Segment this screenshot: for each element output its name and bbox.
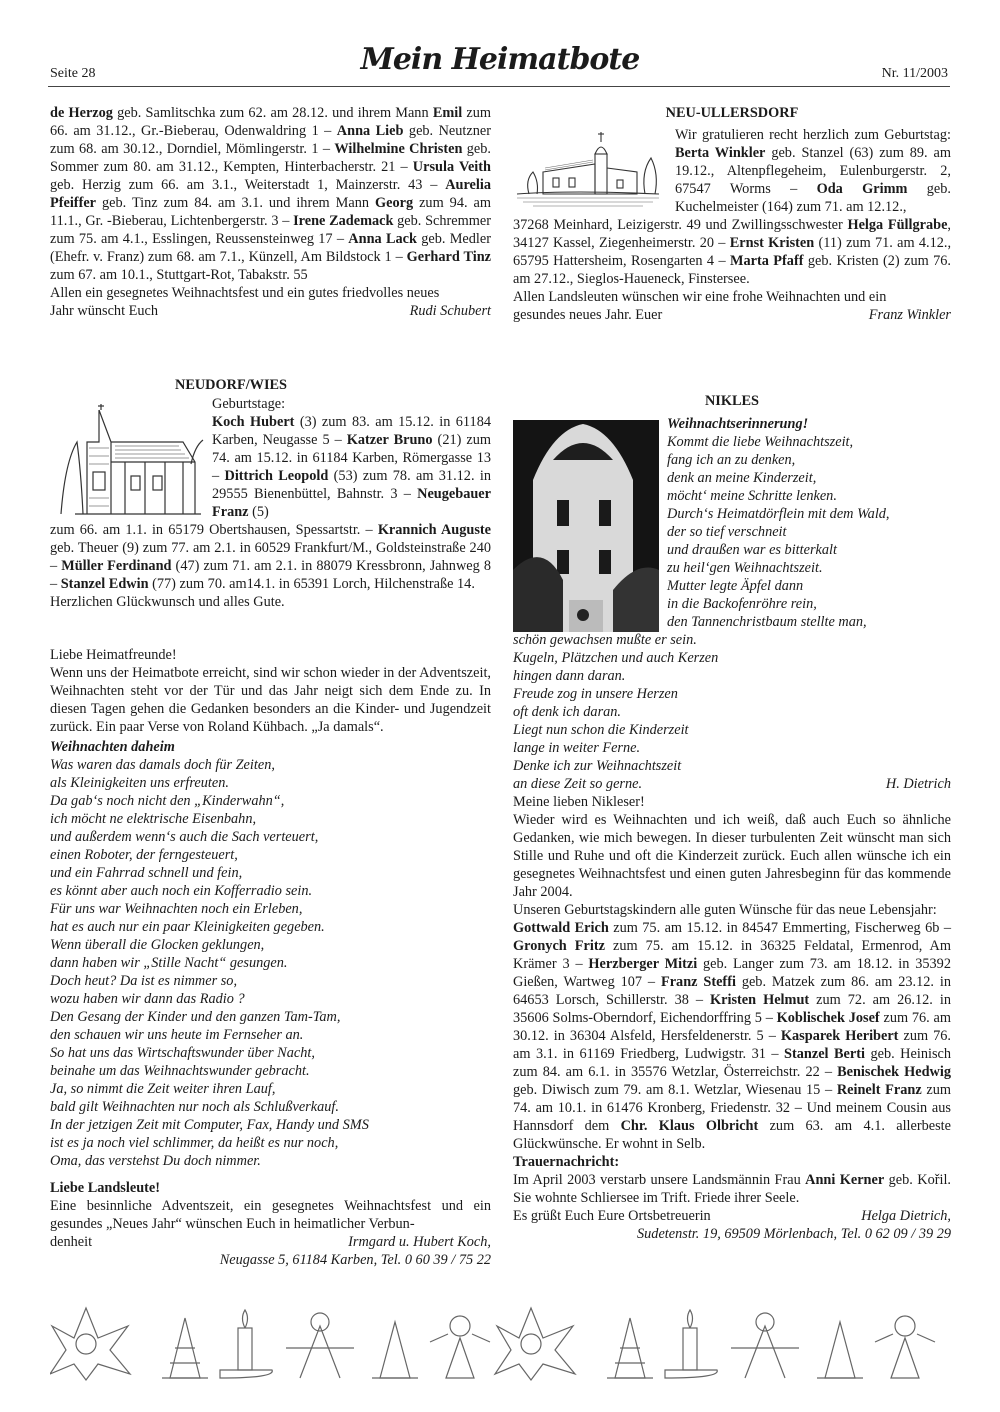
name-highlight: Chr. Klaus Olbricht <box>620 1118 759 1134</box>
poem-line: hingen dann daran. <box>513 668 626 684</box>
text-run: geb. Langer zum 73. am 18.12. in 35392 Gießen, Wartweg 107 – <box>513 956 951 990</box>
issue-number: Nr. 11/2003 <box>881 66 948 81</box>
poem-line: Kugeln, Plätzchen und auch Kerzen <box>513 650 719 666</box>
poem-line: den schauen wir uns heute im Fernseher an. <box>50 1027 304 1043</box>
text-run: geb. Theuer (9) zum 77. am 2.1. in 60529 Frankfurt/M., Goldsteinstraße 240 – <box>50 540 491 574</box>
poem-line: Was waren das damals doch für Zeiten, <box>50 757 275 773</box>
poem-line: lange in weiter Ferne. <box>513 740 641 756</box>
name-highlight: Marta Pfaff <box>730 253 804 269</box>
closing-sign-row <box>50 1233 491 1251</box>
name-highlight: Dittrich Leopold <box>224 468 329 484</box>
text-run: Wir gratulieren recht herzlich zum Geburtstag: <box>675 127 951 143</box>
text-run: zum 94. am 11.1., Gr. -Bieberau, Lichtenbergerstr. 3 – <box>50 195 491 229</box>
name-highlight: Reinelt Franz <box>836 1082 922 1098</box>
name-highlight: Kasparek Heribert <box>780 1028 899 1044</box>
name-highlight: Katzer Bruno <box>346 432 433 448</box>
ullersdorf-sign-row <box>513 306 951 324</box>
poem-line: beinahe um das Weihnachtswunder gebracht. <box>50 1063 310 1079</box>
poem-line: Durch‘s Heimatdörflein mit dem Wald, <box>667 506 890 522</box>
poem-line: bald gilt Weihnachten nur noch als Schlußverkauf. <box>50 1099 339 1115</box>
poem-line: Für uns war Weihnachten noch ein Erleben, <box>50 901 303 917</box>
text-run: geb. Samlitschka zum 62. am 28.12. und ihrem Mann <box>112 105 433 121</box>
poem-line: möcht‘ meine Schritte lenken. <box>667 488 837 504</box>
neudorf-title: NEUDORF/WIES <box>175 377 288 393</box>
nikles-title: NIKLES <box>704 393 760 409</box>
name-highlight: Gronych Fritz <box>513 938 605 954</box>
text-run: geb. Sommer zum 80. am 31.12., Kempten, Hinterbacherstr. 21 – <box>50 141 491 175</box>
text-run: zum 75. am 15.12. in 36325 Feldatal, Ermenrod, Am Krämer 3 – <box>513 938 951 972</box>
poem-line: Mutter legte Äpfel dann <box>667 578 804 594</box>
ullersdorf-signature: Franz Winkler <box>868 307 951 323</box>
poem-line: einen Roboter, der ferngesteuert, <box>50 847 238 863</box>
closing-text-end: denheit <box>50 1234 93 1250</box>
name-highlight: Müller Ferdinand <box>61 558 172 574</box>
text-run: (77) zum 70. am14.1. in 65391 Lorch, Hilchenstraße 14. <box>148 576 475 592</box>
poem-line: Doch heut? Da ist es nimmer so, <box>50 973 238 989</box>
christmas-border-ornament <box>50 1298 950 1382</box>
poem-line: Denke ich zur Weihnachtszeit <box>513 758 682 774</box>
mourning-title: Trauernachricht: <box>513 1154 620 1170</box>
page-number: Seite 28 <box>50 66 96 81</box>
text-run: geb. Kristen (2) zum 76. am 27.12., Sieglos-Haueneck, Finstersee. <box>513 253 951 287</box>
poem-line: Da gab‘s noch nicht den „Kinderwahn“, <box>50 793 285 809</box>
poem-line: Den Gesang der Kinder und den ganzen Tam-Tam, <box>50 1009 341 1025</box>
poem-line: und ein Fahrrad schnell und fein, <box>50 865 243 881</box>
text-run: geb. Matzek zum 86. am 23.12. in 64653 Lorsch, Schillerstr. 38 – <box>513 974 952 1008</box>
poem-line: So hat uns das Wirtschaftswunder über Nacht, <box>50 1045 315 1061</box>
poem-line: ist es ja noch viel schlimmer, da heißt es nur noch, <box>50 1135 339 1151</box>
letter-text: Wenn uns der Heimatbote erreicht, sind wir schon wieder in der Adventszeit, Weihnachten steht vor der Tür und das Jahr neigt sich dem Ende zu. In diesen Tagen gehen die Gedanken besonders an die Kinder- und Jugendzeit zurück. Ein paar Verse von Roland Kühbach. „Ja damals“. <box>50 665 491 735</box>
nikles-poem-author: H. Dietrich <box>885 776 951 792</box>
letter-greeting: Liebe Heimatfreunde! <box>50 647 177 663</box>
nikles-poem-last-line: an diese Zeit so gerne. <box>513 776 643 792</box>
name-highlight: Irene Zademack <box>293 213 394 229</box>
chapel-tower-image <box>513 420 659 632</box>
text-run: (5) <box>248 504 269 520</box>
poem-line: In der jetzigen Zeit mit Computer, Fax, Handy und SMS <box>50 1117 369 1133</box>
poem-line: fang ich an zu denken, <box>667 452 796 468</box>
name-highlight: Aurelia Pfeiffer <box>50 177 491 211</box>
poem-line: denk an meine Kinderzeit, <box>667 470 817 486</box>
poem <box>50 756 491 1170</box>
text-run: (11) zum 71. am 4.12., 65795 Hattersheim, Rosengarten 4 – <box>513 235 952 269</box>
poem-line: zu heil‘gen Weihnachtszeit. <box>667 560 823 576</box>
poem-title: Weihnachten daheim <box>50 739 175 755</box>
nikles-address: Sudetenstr. 19, 69509 Mörlenbach, Tel. 0 62 09 / 39 29 <box>637 1226 951 1242</box>
poem-line: oft denk ich daran. <box>513 704 622 720</box>
text-run: , 34127 Kassel, Ziegenheimerstr. 20 – <box>513 217 951 251</box>
text-run: zum 67. am 10.1., Stuttgart-Rot, Tabakstr. 55 <box>50 267 308 283</box>
ullersdorf-wish: Allen Landsleuten wünschen wir eine frohe Weihnachten und ein <box>513 289 887 305</box>
poem-line: hat es auch nur ein paar Kleinigkeiten gegeben. <box>50 919 325 935</box>
name-highlight: Helga Füllgrabe <box>847 217 948 233</box>
text-run: Im April 2003 verstarb unsere Landsmännin Frau <box>513 1172 806 1188</box>
mourning-text <box>513 1171 951 1207</box>
herzog-birthdays <box>50 104 491 284</box>
closing-text: Eine besinnliche Adventszeit, ein gesegnetes Weihnachtsfest und ein gesundes „Neues Jahr“ wünschen Euch in heimatlicher Verbun- <box>50 1198 491 1232</box>
name-highlight: Koch Hubert <box>212 414 295 430</box>
text-run: zum 75. am 15.12. in 84547 Emmerting, Fischerweg 6b – <box>608 920 951 936</box>
name-highlight: Wilhelmine Christen <box>334 141 463 157</box>
text-run: geb. Schremmer zum 75. am 4.1., Esslingen, Reussensteinweg 17 – <box>50 213 491 247</box>
name-highlight: Gottwald Erich <box>513 920 609 936</box>
name-highlight: Georg <box>375 195 414 211</box>
poem-line: es könnt aber auch noch ein Kofferradio sein. <box>50 883 313 899</box>
nikles-poem-wrapped <box>667 433 951 631</box>
text-run: zum 74. am 10.1. in 61476 Kronberg, Friedenstr. 32 – Und meinem Cousin aus Hannsdorf dem <box>513 1082 951 1134</box>
herzog-block <box>50 104 491 320</box>
closing-title: Liebe Landsleute! <box>50 1180 161 1196</box>
poem-line: wozu haben wir dann das Radio ? <box>50 991 245 1007</box>
nikles-bday-intro: Unseren Geburtstagskindern alle guten Wünsche für das neue Lebensjahr: <box>513 902 937 918</box>
name-highlight: Anna Lieb <box>336 123 404 139</box>
nikles-sign-row <box>513 1207 951 1225</box>
text-run: geb. Stanzel (63) zum 89. am 19.12., Altenpflegeheim, Eulenburgerstr. 2, 67547 Worms – <box>675 145 952 197</box>
text-run: zum 76. am 30.12. in 36304 Alsfeld, Hersfeldenerstr. 5 – <box>513 1010 951 1044</box>
herzog-signature: Rudi Schubert <box>409 303 491 319</box>
poem-line: und draußen war es bitterkalt <box>667 542 837 558</box>
poem-line: dann haben wir „Stille Nacht“ gesungen. <box>50 955 288 971</box>
nikles-letter-text: Wieder wird es Weihnachten und ich weiß, daß auch Euch so ähnliche Gedanken, wie mich bewegen. In dieser turbulenten Zeit wünscht man sich Stille und Ruhe und oft die Kinderzeit zurück. Euch allen wünsche ich ein gesegnetes Weihnachtsfest und einen guten Jahresbeginn für das kommende Jahr 2004. <box>513 812 951 900</box>
name-highlight: Anna Lack <box>348 231 417 247</box>
ullersdorf-title: NEU-ULLERSDORF <box>665 105 799 121</box>
name-highlight: de Herzog <box>50 105 113 121</box>
name-highlight: Benischek Hedwig <box>837 1064 951 1080</box>
name-highlight: Emil <box>432 105 463 121</box>
poem-line: Kommt die liebe Weihnachtszeit, <box>667 434 854 450</box>
nikles-letter <box>513 793 951 1243</box>
text-run: geb. Kořil. Sie wohnte Schliersee im Trift. Friede ihrer Seele. <box>513 1172 951 1206</box>
text-run: zum 76. am 3.1. in 61169 Friedberg, Ludwigstr. 31 – <box>513 1028 951 1062</box>
name-highlight: Anni Kerner <box>805 1172 885 1188</box>
nikles-poem-sign-row <box>513 775 951 793</box>
text-run: geb. Neutzner zum 68. am 30.12., Dorndiel, Mömlingerstr. 1 – <box>50 123 491 157</box>
text-run: zum 66. am 31.12., Gr.-Bieberau, Odenwaldring 1 – <box>50 105 492 139</box>
poem-line: Oma, das verstehst Du doch nimmer. <box>50 1153 261 1169</box>
text-run: geb. Kuchelmeister (164) zum 71. am 12.12., <box>675 181 951 215</box>
neudorf-birthdays <box>50 521 491 593</box>
village-church-image <box>513 128 663 210</box>
poem-line: schön gewachsen mußte er sein. <box>513 632 697 648</box>
nikles-signature: Helga Dietrich, <box>861 1208 951 1224</box>
neudorf-intro: Geburtstage: <box>212 396 286 412</box>
name-highlight: Herzberger Mitzi <box>588 956 698 972</box>
header-rule <box>48 86 950 87</box>
text-run: geb. Heinisch zum 84. am 6.1. in 35576 Wetzlar, Österreichstr. 22 – <box>513 1046 951 1080</box>
text-run: geb. Tinz zum 84. am 3.1. und ihrem Mann <box>96 195 375 211</box>
text-run: (3) zum 83. am 15.12. in 61184 Karben, Neugasse 5 – <box>212 414 491 448</box>
nikles-birthdays <box>513 919 951 1153</box>
closing-address: Neugasse 5, 61184 Karben, Tel. 0 60 39 / 75 22 <box>219 1252 491 1268</box>
poem-line: Freude zog in unsere Herzen <box>513 686 678 702</box>
neudorf-wish: Herzlichen Glückwunsch und alles Gute. <box>50 594 285 610</box>
closing-signature: Irmgard u. Hubert Koch, <box>348 1234 491 1250</box>
name-highlight: Oda Grimm <box>816 181 908 197</box>
herzog-wish: Allen ein gesegnetes Weihnachtsfest und ein gutes friedvolles neues <box>50 285 440 301</box>
text-run: (21) zum 74. am 15.12. in 61184 Karben, Römergasse 13 – <box>212 432 491 484</box>
name-highlight: Stanzel Berti <box>784 1046 865 1062</box>
letter-section <box>50 646 491 1269</box>
poem-line: Wenn überall die Glocken geklungen, <box>50 937 265 953</box>
text-run: 37268 Meinhard, Leizigerstr. 49 und Zwillingsschwester <box>513 217 848 233</box>
poem-line: in die Backofenröhre rein, <box>667 596 817 612</box>
neudorf-birthdays-wrapped <box>212 413 491 521</box>
name-highlight: Stanzel Edwin <box>60 576 149 592</box>
poem-line: Ja, so nimmt die Zeit weiter ihren Lauf, <box>50 1081 276 1097</box>
poem-line: der so tief verschneit <box>667 524 787 540</box>
nikles-greeting-line: Es grüßt Euch Eure Ortsbetreuerin <box>513 1208 711 1224</box>
masthead-title: Mein Heimatbote <box>360 42 640 77</box>
text-run: (47) zum 71. am 2.1. in 88079 Kressbronn, Jahnweg 8 – <box>50 558 491 592</box>
ullersdorf-birthdays <box>513 216 951 288</box>
name-highlight: Ernst Kristen <box>729 235 815 251</box>
poem-line: und außerdem wenn‘s auch die Sach verteuert, <box>50 829 319 845</box>
nikles-poem <box>513 631 951 775</box>
poem-line: den Tannenchristbaum stellte man, <box>667 614 867 630</box>
ullersdorf-wish-end: gesundes neues Jahr. Euer <box>513 307 663 323</box>
text-run: (53) zum 78. am 31.12. in 29555 Bienenbüttel, Bahnstr. 3 – <box>212 468 491 502</box>
text-run: geb. Medler (Ehefr. v. Franz) zum 68. am 7.1., Künzell, Am Bildstock 1 – <box>50 231 491 265</box>
nikles-poem-title: Weihnachtserinnerung! <box>667 416 809 432</box>
name-highlight: Koblischek Josef <box>776 1010 880 1026</box>
poem-line: ich möcht ne elektrische Eisenbahn, <box>50 811 257 827</box>
poem-line: als Kleinigkeiten uns erfreuten. <box>50 775 229 791</box>
name-highlight: Gerhard Tinz <box>406 249 491 265</box>
name-highlight: Ursula Veith <box>412 159 491 175</box>
text-run: zum 66. am 1.1. in 65179 Obertshausen, Spessartstr. – <box>50 522 378 538</box>
ullersdorf-birthdays-wrapped <box>675 126 951 216</box>
herzog-wish-end: Jahr wünscht Euch <box>50 303 158 319</box>
name-highlight: Franz Steffi <box>660 974 736 990</box>
text-run: geb. Diwisch zum 79. am 8.1. Wetzlar, Wiesenau 15 – <box>513 1082 837 1098</box>
name-highlight: Krannich Auguste <box>377 522 491 538</box>
poem-line: Liegt nun schon die Kinderzeit <box>513 722 689 738</box>
text-run: zum 72. am 26.12. in 35606 Solms-Oberndorf, Eichendorffring 5 – <box>513 992 951 1026</box>
text-run: zum 63. am 4.1. allerbeste Glückwünsche. Er wohnt in Selb. <box>513 1118 951 1152</box>
name-highlight: Neugebauer Franz <box>212 486 491 520</box>
name-highlight: Berta Winkler <box>675 145 766 161</box>
herzog-sign-row <box>50 302 491 320</box>
wooden-church-image <box>55 402 205 520</box>
nikles-greeting: Meine lieben Nikleser! <box>513 794 645 810</box>
name-highlight: Kristen Helmut <box>710 992 810 1008</box>
text-run: geb. Herzig zum 66. am 3.1., Weiterstadt 1, Mainzerstr. 43 – <box>50 177 446 193</box>
